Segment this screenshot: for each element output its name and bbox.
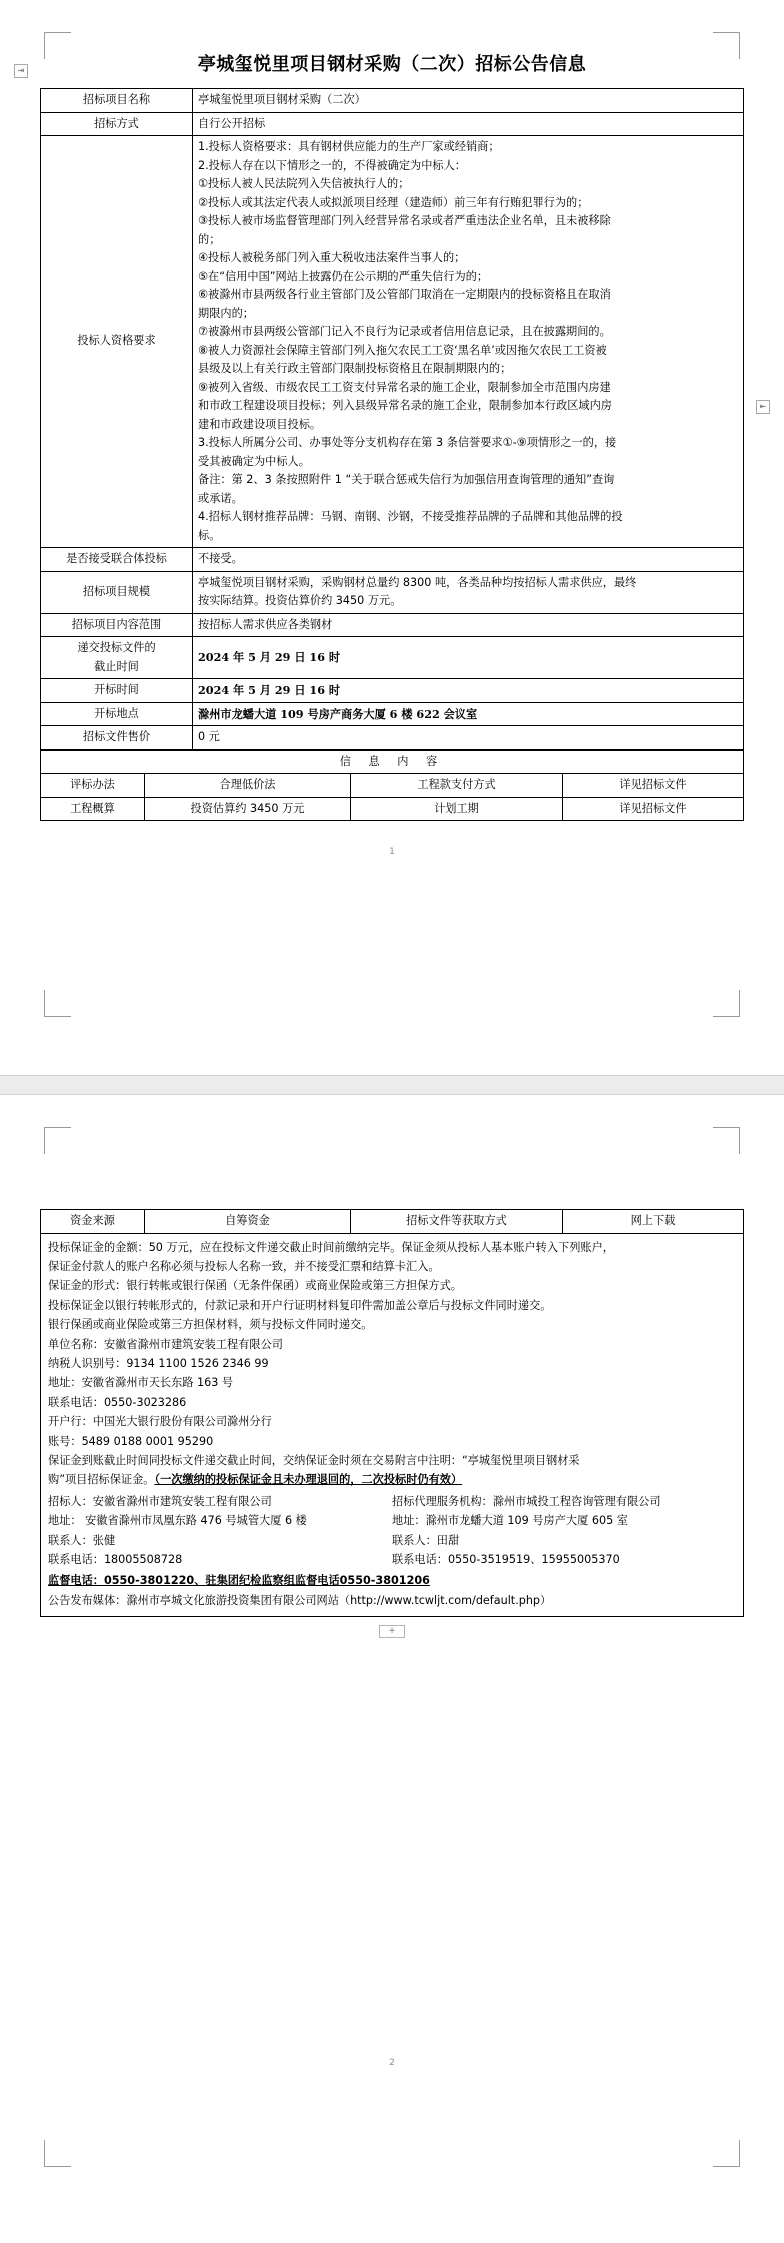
qualification-line: 县级及以上有关行政主管部门限制投标资格且在限制期限内的； xyxy=(198,362,512,375)
bond-note-prefix: 购”项目招标保证金。 xyxy=(48,1473,155,1487)
bond-note-underlined: （一次缴纳的投标保证金且未办理退回的，二次投标时仍有效） xyxy=(154,1473,463,1487)
page-title: 亭城玺悦里项目钢材采购（二次）招标公告信息 xyxy=(197,54,587,75)
contacts-agency xyxy=(392,1492,736,1570)
bond-note-line1: 保证金到账截止时间同投标文件递交截止时间，交纳保证金时须在交易附言中注明：“亭城玺悦里项目钢材采 xyxy=(48,1453,580,1467)
qualification-line: 2.投标人存在以下情形之一的，不得被确定为中标人： xyxy=(198,158,466,172)
bid-bond-line: 投标保证金的金额：50 万元，应在投标文件递交截止时间前缴纳完毕。保证金须从投标人基本账户转入下列账户， xyxy=(48,1240,614,1254)
bond-note-line2 xyxy=(48,1470,736,1489)
qualification-line: 1.投标人资格要求：具有钢材供应能力的生产厂家或经销商； xyxy=(198,140,500,153)
info-row-0-c4: 详见招标文件 xyxy=(563,774,744,798)
qualification-line: 备注：第 2、3 条按照附件 1 “关于联合惩戒失信行为加强信用查询管理的通知”查询 xyxy=(198,473,615,486)
info-row-0-c1: 评标办法 xyxy=(41,774,145,798)
row-value-open-place: 滁州市龙蟠大道 109 号房产商务大厦 6 楼 622 会议室 xyxy=(193,702,744,726)
qualification-line: ⑤在“信用中国”网站上披露仍在公示期的严重失信行为的； xyxy=(198,269,489,283)
row-label-scale: 招标项目规模 xyxy=(41,571,193,613)
scale-line: 亭城玺悦项目钢材采购，采购钢材总量约 8300 吨，各类品种均按招标人需求供应，最终 xyxy=(198,575,637,589)
contact-line-agency: 招标代理服务机构：滁州市城投工程咨询管理有限公司 xyxy=(392,1494,661,1508)
qualification-line: 建和市政建设项目投标。 xyxy=(198,417,322,431)
qualification-line: ⑧被人力资源社会保障主管部门列入拖欠农民工工资‘黑名单’或因拖欠农民工工资被 xyxy=(198,343,607,357)
row-value-qualification xyxy=(193,136,744,548)
bid-bond-line: 保证金付款人的账户名称必须与投标人名称一致，并不接受汇票和结算卡汇入。 xyxy=(48,1259,440,1273)
table-row xyxy=(41,1210,744,1234)
qualification-line: ②投标人或其法定代表人或拟派项目经理（建造师）前三年有行贿犯罪行为的； xyxy=(198,195,589,209)
doc-access-value: 网上下载 xyxy=(563,1210,744,1234)
qualification-line: 的； xyxy=(198,232,221,246)
contact-line-tenderer: 联系人：张健 xyxy=(48,1533,116,1547)
row-label-deadline xyxy=(41,637,193,679)
table-row xyxy=(41,679,744,703)
table-row-deadline xyxy=(41,637,744,679)
deadline-label-line1: 递交投标文件的 xyxy=(77,641,156,654)
supervise-phone: 监督电话：0550-3801220、驻集团纪检监察组监督电话0550-3801206 xyxy=(48,1574,430,1588)
row-value-tender-method: 自行公开招标 xyxy=(193,112,744,136)
page-separator xyxy=(0,1075,784,1095)
bid-bond-line: 单位名称：安徽省滁州市建筑安装工程有限公司 xyxy=(48,1337,283,1351)
crop-mark-bottom-right xyxy=(713,990,740,1017)
margin-handle-left[interactable]: ⇥ xyxy=(14,64,28,78)
contact-line-agency: 联系电话：0550-3519519、15955005370 xyxy=(392,1553,620,1566)
bid-bond-line: 联系电话：0550-3023286 xyxy=(48,1395,187,1409)
table-row xyxy=(41,702,744,726)
row-value-open-time: 2024 年 5 月 29 日 16 时 xyxy=(193,679,744,703)
qualification-line: 3.投标人所属分公司、办事处等分支机构存在第 3 条信誉要求①-⑨项情形之一的，接 xyxy=(198,436,617,449)
crop-mark-top-right-p2 xyxy=(713,1127,740,1154)
qualification-line: ①投标人被人民法院列入失信被执行人的； xyxy=(198,177,410,190)
contact-line-tenderer: 联系电话：18005508728 xyxy=(48,1553,183,1566)
bid-bond-section xyxy=(40,1234,744,1618)
crop-mark-bottom-right-p2 xyxy=(713,2140,740,2167)
table-row xyxy=(41,89,744,113)
table-row xyxy=(41,726,744,750)
info-row-1-c4: 详见招标文件 xyxy=(563,797,744,821)
qualification-line: 或承诺。 xyxy=(198,491,243,505)
qualification-line: ⑦被滁州市县两级公管部门记入不良行为记录或者信用信息记录，且在披露期间的。 xyxy=(198,325,611,338)
bid-bond-line: 投标保证金以银行转帐形式的，付款记录和开户行证明材料复印件需加盖公章后与投标文件同时递交。 xyxy=(48,1298,552,1312)
table-row xyxy=(41,613,744,637)
info-header-row xyxy=(41,750,744,774)
page-number-2: 2 xyxy=(389,2058,395,2069)
funding-source-value: 自筹资金 xyxy=(145,1210,351,1234)
table-row xyxy=(41,548,744,572)
expand-button[interactable]: + xyxy=(379,1625,405,1638)
bid-bond-line: 保证金的形式：银行转帐或银行保函（无条件保函）或商业保险或第三方担保方式。 xyxy=(48,1279,462,1293)
crop-mark-bottom-left-p2 xyxy=(44,2140,71,2167)
row-value-joint-bid: 不接受。 xyxy=(193,548,744,572)
bid-bond-line: 账号：5489 0188 0001 95290 xyxy=(48,1434,214,1448)
row-value-doc-price: 0 元 xyxy=(193,726,744,750)
info-row-1-c1: 工程概算 xyxy=(41,797,145,821)
qualification-line: ③投标人被市场监督管理部门列入经营异常名录或者严重违法企业名单，且未被移除 xyxy=(198,214,611,227)
contact-line-tenderer: 招标人：安徽省滁州市建筑安装工程有限公司 xyxy=(48,1494,272,1508)
qualification-line: ⑥被滁州市县两级各行业主管部门及公管部门取消在一定期限内的投标资格且在取消 xyxy=(198,288,611,301)
tender-info-table xyxy=(40,88,744,750)
info-row-1-c3: 计划工期 xyxy=(351,797,563,821)
table-row xyxy=(41,774,744,798)
table-row xyxy=(41,797,744,821)
qualification-line: 和市政工程建设项目投标；列入县级异常名录的施工企业，限制参加本行政区域内房 xyxy=(198,399,612,412)
scale-line: 按实际结算。投资估算价约 3450 万元。 xyxy=(198,594,402,607)
table-row xyxy=(41,112,744,136)
page-number-1: 1 xyxy=(389,847,395,857)
qualification-line: 标。 xyxy=(198,528,221,542)
row-label-open-place: 开标地点 xyxy=(41,702,193,726)
bid-bond-line: 银行保函或商业保险或第三方担保材料，须与投标文件同时递交。 xyxy=(48,1318,373,1332)
row-label-qualification: 投标人资格要求 xyxy=(41,136,193,548)
margin-handle-right[interactable]: ⇤ xyxy=(756,400,770,414)
row-value-scale xyxy=(193,571,744,613)
row-value-project-name: 亭城玺悦里项目钢材采购（二次） xyxy=(193,89,744,113)
funding-table xyxy=(40,1209,744,1234)
contact-line-agency: 联系人：田甜 xyxy=(392,1533,460,1547)
qualification-line: ④投标人被税务部门列入重大税收违法案件当事人的； xyxy=(198,251,466,264)
doc-access-label: 招标文件等获取方式 xyxy=(351,1210,563,1234)
qualification-line: ⑨被列入省级、市级农民工工资支付异常名录的施工企业，限制参加全市范围内房建 xyxy=(198,380,611,394)
crop-mark-top-left-p2 xyxy=(44,1127,71,1154)
row-label-tender-method: 招标方式 xyxy=(41,112,193,136)
bid-bond-paragraphs xyxy=(48,1238,736,1451)
info-content-table xyxy=(40,750,744,822)
crop-mark-bottom-left xyxy=(44,990,71,1017)
crop-mark-top-right xyxy=(713,32,740,59)
crop-mark-top-left xyxy=(44,32,71,59)
bid-bond-line: 开户行：中国光大银行股份有限公司滁州分行 xyxy=(48,1415,272,1429)
deadline-label-line2: 截止时间 xyxy=(94,659,139,673)
contact-line-agency: 地址：滁州市龙蟠大道 109 号房产大厦 605 室 xyxy=(392,1514,628,1528)
row-label-doc-price: 招标文件售价 xyxy=(41,726,193,750)
document-page-1 xyxy=(0,0,784,1075)
qualification-line: 受其被确定为中标人。 xyxy=(198,454,310,468)
info-content-header: 信 息 内 容 xyxy=(41,750,744,774)
row-label-open-time: 开标时间 xyxy=(41,679,193,703)
contacts-block xyxy=(48,1492,736,1570)
info-row-0-c2: 合理低价法 xyxy=(145,774,351,798)
row-label-project-name: 招标项目名称 xyxy=(41,89,193,113)
row-value-scope: 按招标人需求供应各类钢材 xyxy=(193,613,744,637)
row-value-deadline: 2024 年 5 月 29 日 16 时 xyxy=(193,637,744,679)
bid-bond-line: 地址：安徽省滁州市天长东路 163 号 xyxy=(48,1376,234,1390)
row-label-joint-bid: 是否接受联合体投标 xyxy=(41,548,193,572)
funding-source-label: 资金来源 xyxy=(41,1210,145,1234)
qualification-line: 期限内的； xyxy=(198,306,254,320)
publish-media: 公告发布媒体：滁州市亭城文化旅游投资集团有限公司网站（http://www.tcwljt.com/default.php） xyxy=(48,1593,552,1607)
contact-line-tenderer: 地址： 安徽省滁州市凤凰东路 476 号城管大厦 6 楼 xyxy=(48,1514,307,1528)
info-row-1-c2: 投资估算约 3450 万元 xyxy=(145,797,351,821)
document-page-2 xyxy=(0,1095,784,2225)
contacts-tenderer xyxy=(48,1492,392,1570)
info-row-0-c3: 工程款支付方式 xyxy=(351,774,563,798)
bid-bond-line: 纳税人识别号：9134 1100 1526 2346 99 xyxy=(48,1356,269,1370)
table-row-scale xyxy=(41,571,744,613)
table-row-qualification xyxy=(41,136,744,548)
qualification-line: 4.招标人钢材推荐品牌：马钢、南钢、沙钢，不接受推荐品牌的子品牌和其他品牌的投 xyxy=(198,510,623,523)
row-label-scope: 招标项目内容范围 xyxy=(41,613,193,637)
